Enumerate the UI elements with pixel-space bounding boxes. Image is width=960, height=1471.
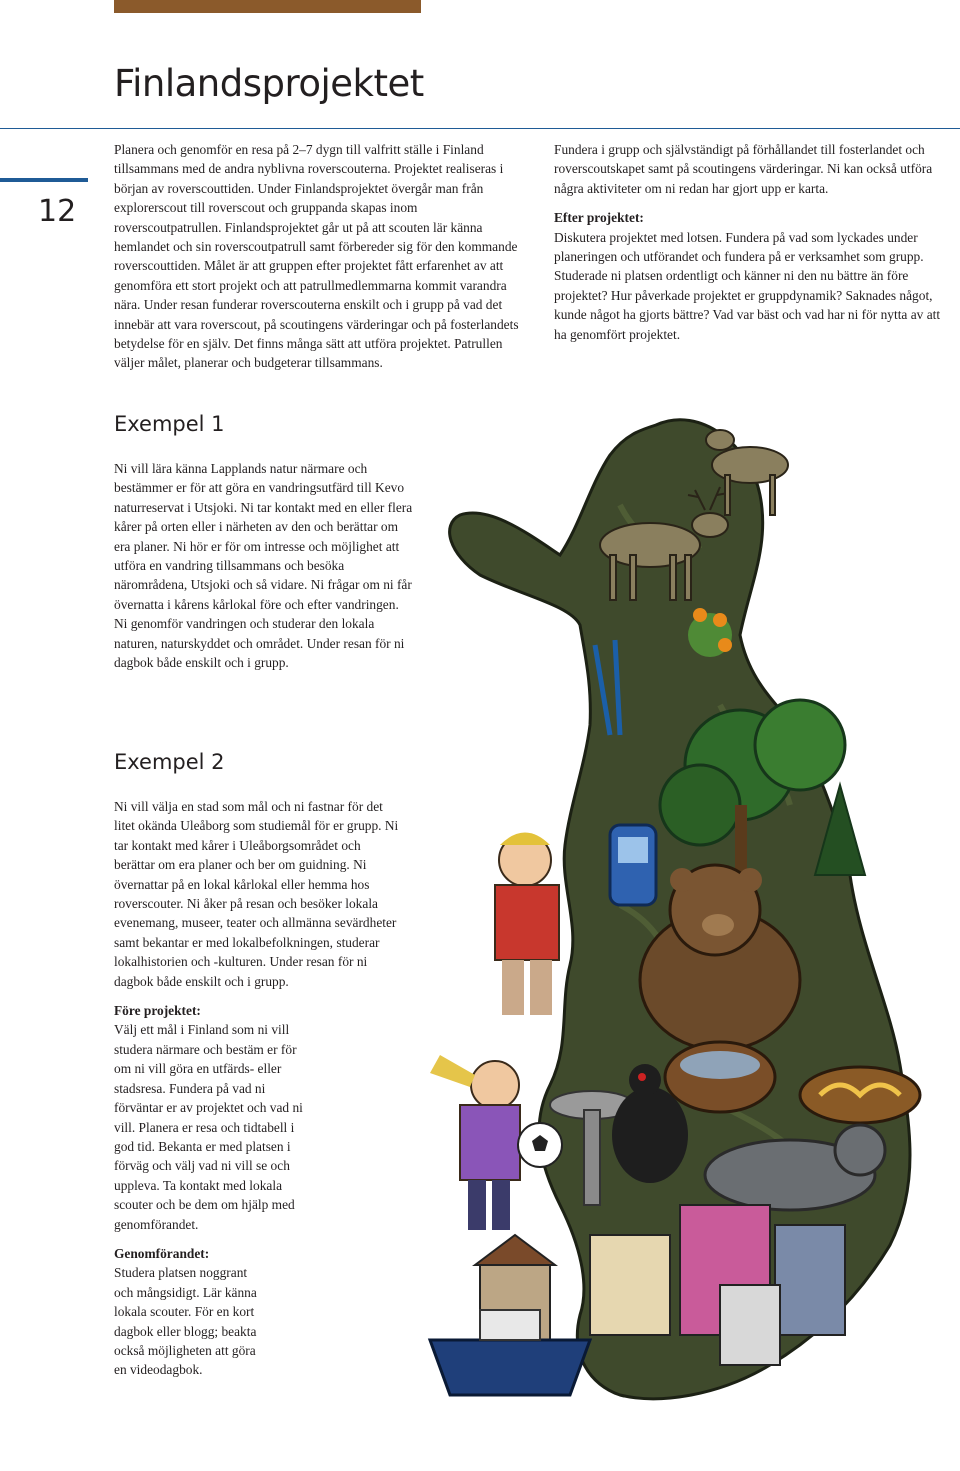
- page-number: 12: [38, 194, 77, 229]
- example1-heading: Exempel 1: [114, 412, 225, 436]
- example1-column: [114, 459, 414, 672]
- scout-boy-drawing: [495, 833, 559, 1016]
- intro-paragraph: Planera och genomför en resa på 2–7 dygn till valfritt ställe i Finland tillsammans med de andra nyblivna roverscouterna. Projektet realiseras i början av roverscouttiden. Under Finlandsprojektet övergår man från explorerscout till roverscout och gruppanda skapas inom roverscoutpatrullen. Finlandsprojektet går ut på att scouten lär känna hemlandet och sin roverscoutpatrull samt förbereder sig för den kommande roverscouttiden. Målet är att gruppen efter projektet fått erfarenhet av att genomföra ett stort projekt och att patrullmedlemmarna kommit varandra nära. Under resan funderar roverscouterna enskilt och i grupp på vad det innebär att vara roverscout, på scoutingens värderingar och på fosterlandets betydelse för en själv. Det finns många sätt att utföra projektet. Patrullen väljer målet, planerar och budgeterar tillsammans.: [114, 142, 519, 371]
- before-project-heading: Före projektet:: [114, 1003, 201, 1019]
- fish-basket-drawing: [665, 1042, 775, 1112]
- before-project-text: Välj ett mål i Finland som ni vill studera närmare och bestäm er för om ni vill göra en utfärds- eller stadsresa. Fundera på vad ni förväntar er av projektet och vad ni vill. Planera er resa och tidtabell i god tid. Bekanta er med platsen i förväg och välj vad ni vill se och uppleva. Ta kontakt med lokala scouter och be dem om hjälp med genomförandet.: [114, 1022, 303, 1232]
- example2-text: Ni vill välja en stad som mål och ni fastnar för det litet okända Uleåborg som studiemål för er grupp. Ni tar kontakt med kårer i Uleåborgsområdet och berättar om era planer och ber om guidning. Ni övernattar på en lokal kårlokal eller hemma hos roverscouter. Ni åker på resan och besöker lokala evenemang, museer, teater och allmänna sevärdheter samt bekantar er med lokalbefolkningen, studerar lokalhistorien och -kulturen. Under resan för ni dagbok både enskilt och i grupp.: [114, 799, 399, 989]
- header-rule: [0, 128, 960, 129]
- after-project-heading: Efter projektet:: [554, 210, 644, 226]
- during-project-heading: Genomförandet:: [114, 1245, 210, 1261]
- during-project-text: Studera platsen noggrant och mångsidigt. Lär känna lokala scouter. För en kort dagbok eller blogg; beakta också möjligheten att göra en videodagbok.: [114, 1265, 257, 1378]
- example1-text: Ni vill lära känna Lapplands natur närmare och bestämmer er för att göra en vandringsutfärd till Kevo naturreservat i Utsjoki. Ni tar kontakt med en eller flera kårer på orten eller i närheten av den och berättar om era planer. Ni hör er för om intresse och möjlighet att utföra en vandring tillsammans och besöka närområdena, Utsjoki och så vidare. Ni frågar om ni får övernatta i kårens kårlokal före och efter vandringen. Ni genomför vandringen och studerar den lokala naturen, naturskyddet och området. Under resan för ni dagbok både enskilt och i grupp.: [114, 461, 413, 671]
- bread-drawing: [800, 1067, 920, 1123]
- after-project-text: Diskutera projektet med lotsen. Fundera på vad som lyckades under planeringen och utförandet och fundera på er verksamhet som grupp. Studerade ni platsen ordentligt och känner ni den nu bättre än före projektet? Hur påverkade projektet er gruppdynamik? Saknades något, kunde något ha gjorts bättre? Vad var bäst och vad har ni för nytta av att ha genomfört projektet.: [554, 229, 941, 342]
- boat-drawing: [430, 1310, 590, 1395]
- example2-heading: Exempel 2: [114, 750, 225, 774]
- mobile-phone-drawing: [610, 825, 656, 905]
- page-number-bar: [0, 178, 88, 182]
- football-drawing: [518, 1123, 562, 1167]
- reflection-paragraph: Fundera i grupp och självständigt på förhållandet till fosterlandet och roverscoutskapet samt på scoutingens värderingar. Ni kan också utföra några aktiviteter om ni redan har gjort upp er karta.: [554, 142, 933, 196]
- trumpet-player-drawing: [430, 1055, 520, 1230]
- top-color-bar: [114, 0, 421, 13]
- example2-column: [114, 797, 400, 1380]
- right-column: [554, 140, 950, 344]
- page-title: Finlandsprojektet: [114, 62, 424, 105]
- finland-map-illustration: [420, 405, 960, 1471]
